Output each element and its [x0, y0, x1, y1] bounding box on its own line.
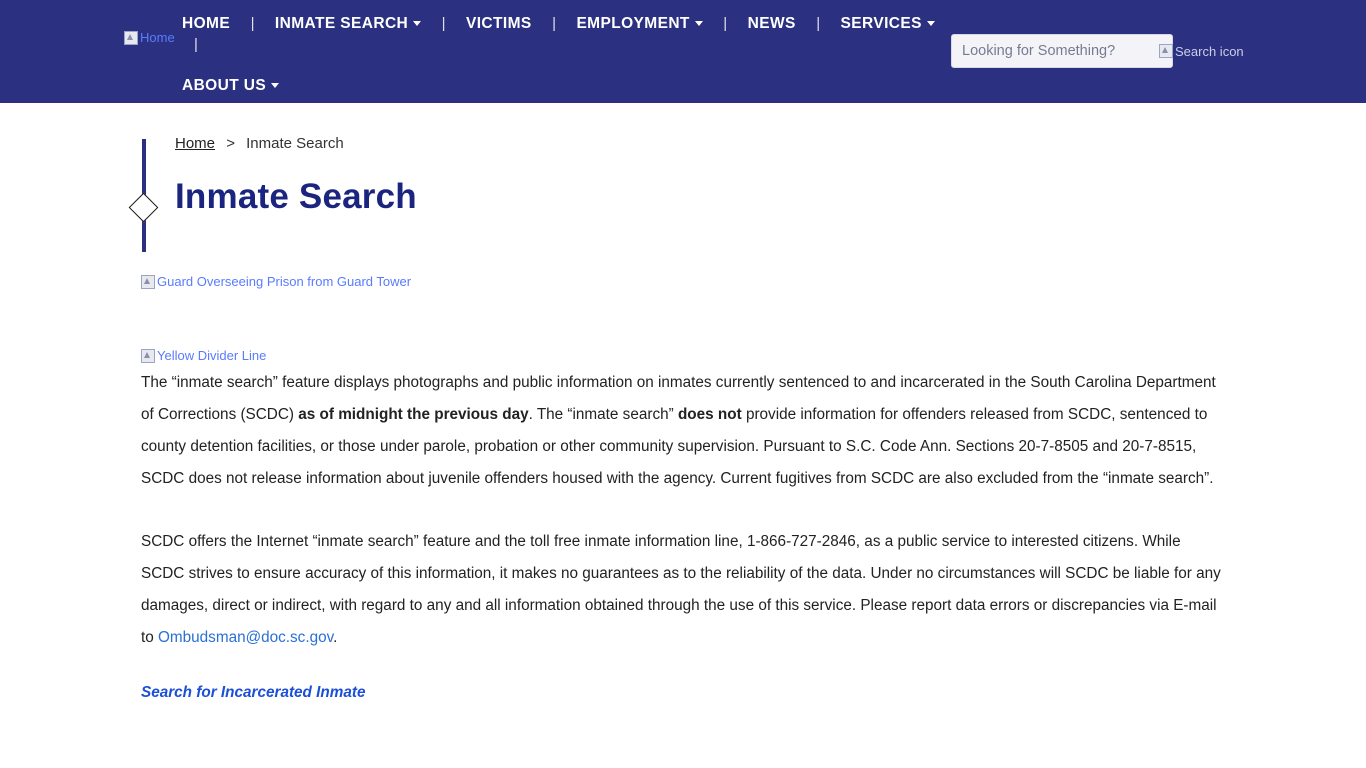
site-logo-link[interactable]	[124, 30, 175, 74]
nav-item-news[interactable]: NEWS	[747, 15, 796, 32]
paragraph-spacer	[141, 495, 1221, 526]
paragraph-1-bold-1: as of midnight the previous day	[298, 406, 529, 423]
paragraph-disclaimer	[141, 367, 1221, 495]
breadcrumb	[175, 136, 1366, 151]
ombudsman-email-link[interactable]: Ombudsman@doc.sc.gov	[158, 629, 334, 646]
nav-item-inmate-search-label: INMATE SEARCH	[274, 15, 409, 32]
nav-separator: |	[441, 15, 446, 32]
nav-row-primary	[180, 12, 960, 54]
paragraph-2-part-1: SCDC offers the Internet “inmate search” feature and the toll free inmate information line, 1-866-727-2846, as a public service to interested citizens. While SCDC strives to ensure accuracy of this information, it makes no guarantees as to the reliability of the data. Under no circumstances will SCDC be liable for any damages, direct or indirect, with regard to any and all information obtained through the use of this service. Please report data errors or discrepancies via E-mail to	[141, 533, 1221, 646]
nav-item-victims[interactable]: VICTIMS	[465, 15, 532, 32]
nav-item-services[interactable]	[841, 12, 935, 36]
breadcrumb-home-link[interactable]: Home	[175, 135, 216, 152]
site-header	[0, 0, 1366, 103]
page-title: Inmate Search	[175, 177, 417, 216]
yellow-divider-image: Yellow Divider Line	[141, 348, 266, 363]
page-body	[0, 136, 1366, 702]
paragraph-1-bold-2: does not	[677, 406, 742, 423]
breadcrumb-separator: >	[226, 135, 235, 152]
home-logo-broken-image: Home	[124, 30, 175, 46]
chevron-down-icon	[927, 21, 935, 26]
paragraph-2-part-2: .	[333, 629, 338, 646]
paragraph-1-part-2: . The “inmate search”	[528, 406, 678, 423]
nav-item-about-us[interactable]	[182, 74, 279, 98]
nav-item-home[interactable]: HOME	[182, 15, 231, 32]
chevron-down-icon	[271, 83, 279, 88]
paragraph-service-notice	[141, 526, 1221, 654]
search-incarcerated-inmate-heading[interactable]: Search for Incarcerated Inmate	[141, 684, 366, 701]
header-inner	[0, 0, 1366, 103]
nav-item-employment[interactable]	[576, 12, 702, 36]
nav-item-services-label: SERVICES	[840, 15, 922, 32]
nav-separator: |	[816, 15, 821, 32]
nav-separator: |	[723, 15, 728, 32]
page-heading-block	[0, 136, 1366, 217]
page-content	[0, 273, 1366, 702]
main-navigation	[180, 12, 960, 98]
guard-tower-image: Guard Overseeing Prison from Guard Tower	[141, 274, 411, 289]
nav-item-about-us-label: ABOUT US	[182, 77, 267, 94]
chevron-down-icon	[413, 21, 421, 26]
chevron-down-icon	[695, 21, 703, 26]
paragraph-1-part-1: The “inmate search” feature displays photographs and public information on inmates currently sentenced to and incarcerated in the South Carolina Department of Corrections (SCDC)	[141, 374, 1216, 423]
nav-separator: |	[194, 36, 198, 53]
accent-diamond-icon	[129, 193, 159, 223]
nav-separator: |	[552, 15, 556, 32]
nav-row-secondary	[180, 74, 960, 98]
nav-item-employment-label: EMPLOYMENT	[576, 15, 690, 32]
search-input[interactable]	[951, 34, 1173, 68]
hero-image-row	[141, 273, 1221, 291]
nav-item-inmate-search[interactable]	[275, 12, 421, 36]
paragraph-1-part-3: provide information for offenders released from SCDC, sentenced to county detention facilities, or those under parole, probation or other community supervision. Pursuant to S.C. Code Ann. Sections 20-7-8505 and 20-7-8515, SCDC does not release information about juvenile offenders housed with the agency. Current fugitives from SCDC are also excluded from the “inmate search”.	[141, 406, 1214, 487]
header-search	[951, 34, 1251, 68]
search-icon[interactable]: Search icon	[1159, 44, 1244, 59]
nav-separator: |	[250, 15, 255, 32]
divider-image-row	[141, 347, 1221, 365]
breadcrumb-current: Inmate Search	[246, 135, 344, 152]
